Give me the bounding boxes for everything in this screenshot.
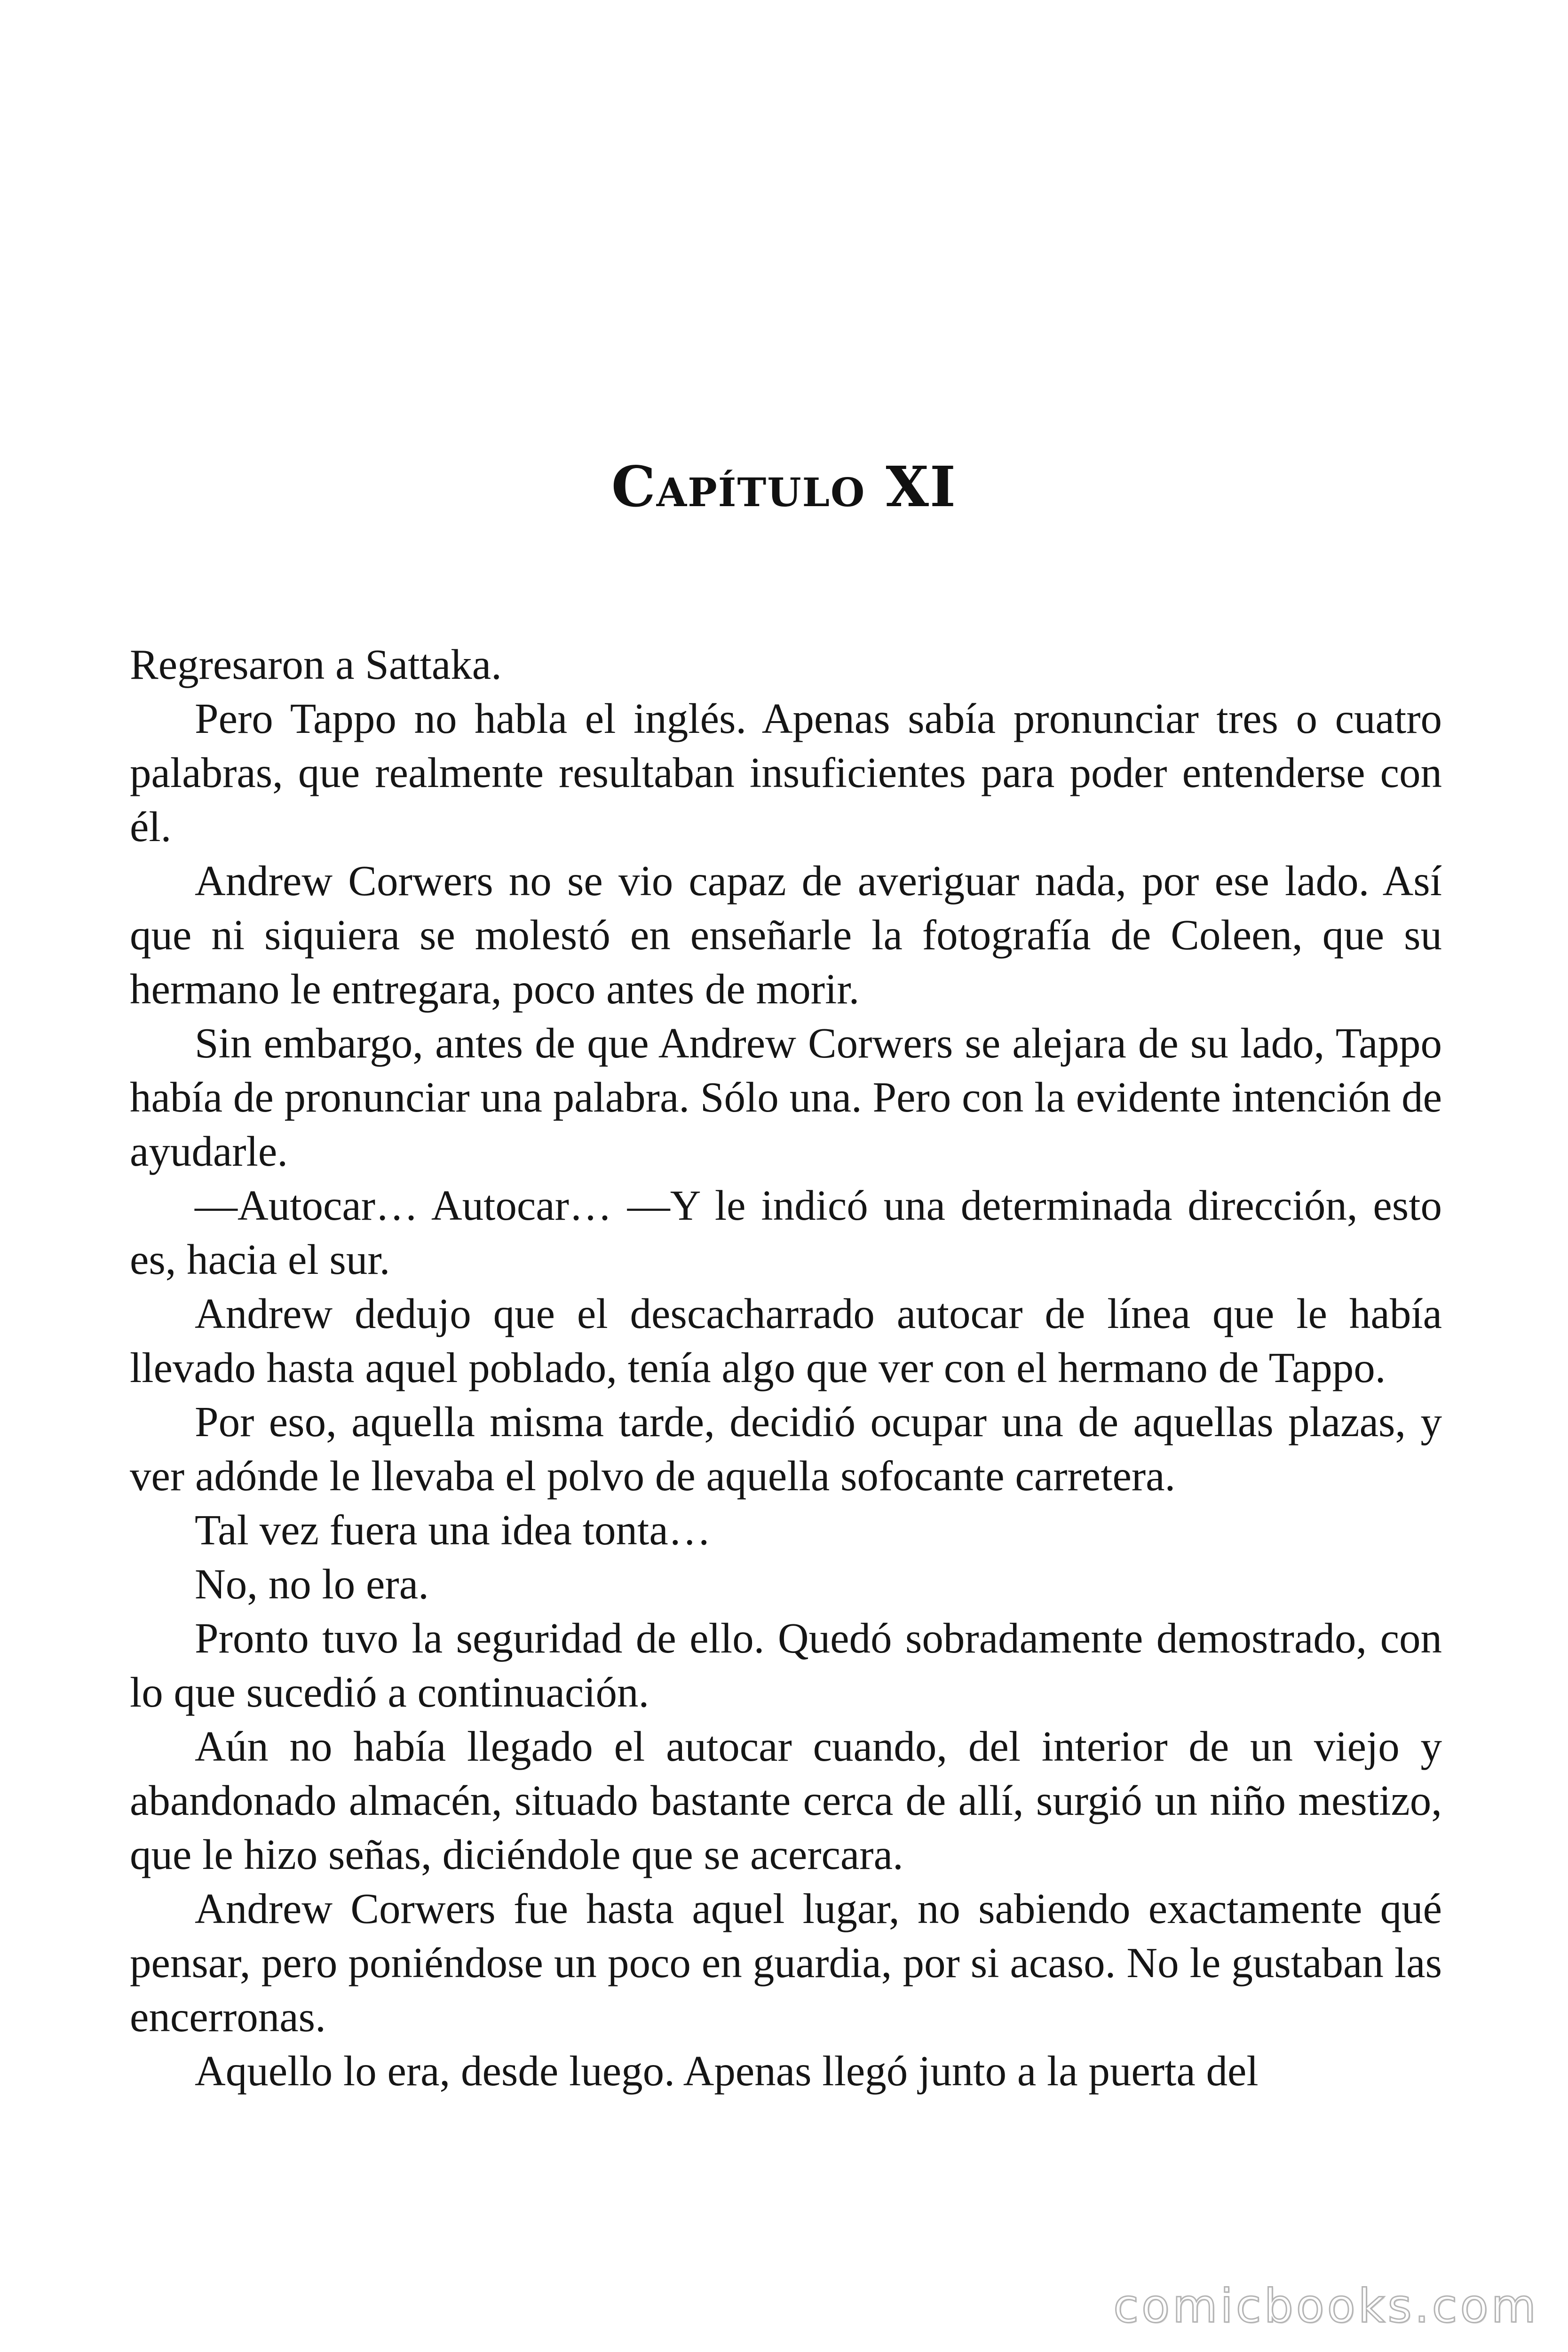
- paragraph: Aún no había llegado el autocar cuando, del interior de un viejo y abandonado almacén, situado bastante cerca de allí, surgió un niño mestizo, que le hizo señas, diciéndole que se acercara.: [130, 1723, 1442, 1878]
- paragraph: Regresaron a Sattaka.: [130, 641, 502, 688]
- paragraph: Por eso, aquella misma tarde, decidió ocupar una de aquellas plazas, y ver adónde le llevaba el polvo de aquella sofocante carretera.: [130, 1398, 1442, 1500]
- paragraph: Andrew Corwers fue hasta aquel lugar, no sabiendo exactamente qué pensar, pero poniéndose un poco en guardia, por si acaso. No le gustaban las encerronas.: [130, 1885, 1442, 2041]
- paragraph: Andrew Corwers no se vio capaz de averiguar nada, por ese lado. Así que ni siquiera se molestó en enseñarle la fotografía de Coleen, que su hermano le entregara, poco antes de morir.: [130, 857, 1442, 1013]
- chapter-body: [130, 637, 1442, 2098]
- watermark: comicbooks.com: [1113, 2280, 1539, 2333]
- paragraph: Pero Tappo no habla el inglés. Apenas sabía pronunciar tres o cuatro palabras, que realmente resultaban insuficientes para poder entenderse con él.: [130, 695, 1442, 850]
- paragraph: Aquello lo era, desde luego. Apenas llegó junto a la puerta del: [195, 2047, 1259, 2095]
- paragraph: Sin embargo, antes de que Andrew Corwers se alejara de su lado, Tappo había de pronunciar una palabra. Sólo una. Pero con la evidente intención de ayudarle.: [130, 1019, 1442, 1175]
- paragraph: —Autocar… Autocar… —Y le indicó una determinada dirección, esto es, hacia el sur.: [130, 1182, 1442, 1283]
- paragraph: Andrew dedujo que el descacharrado autocar de línea que le había llevado hasta aquel poblado, tenía algo que ver con el hermano de Tappo.: [130, 1290, 1442, 1391]
- paragraph: Tal vez fuera una idea tonta…: [195, 1506, 711, 1554]
- paragraph: No, no lo era.: [195, 1560, 429, 1608]
- chapter-title: Capítulo XI: [611, 454, 957, 519]
- paragraph: Pronto tuvo la seguridad de ello. Quedó sobradamente demostrado, con lo que sucedió a continuación.: [130, 1614, 1442, 1716]
